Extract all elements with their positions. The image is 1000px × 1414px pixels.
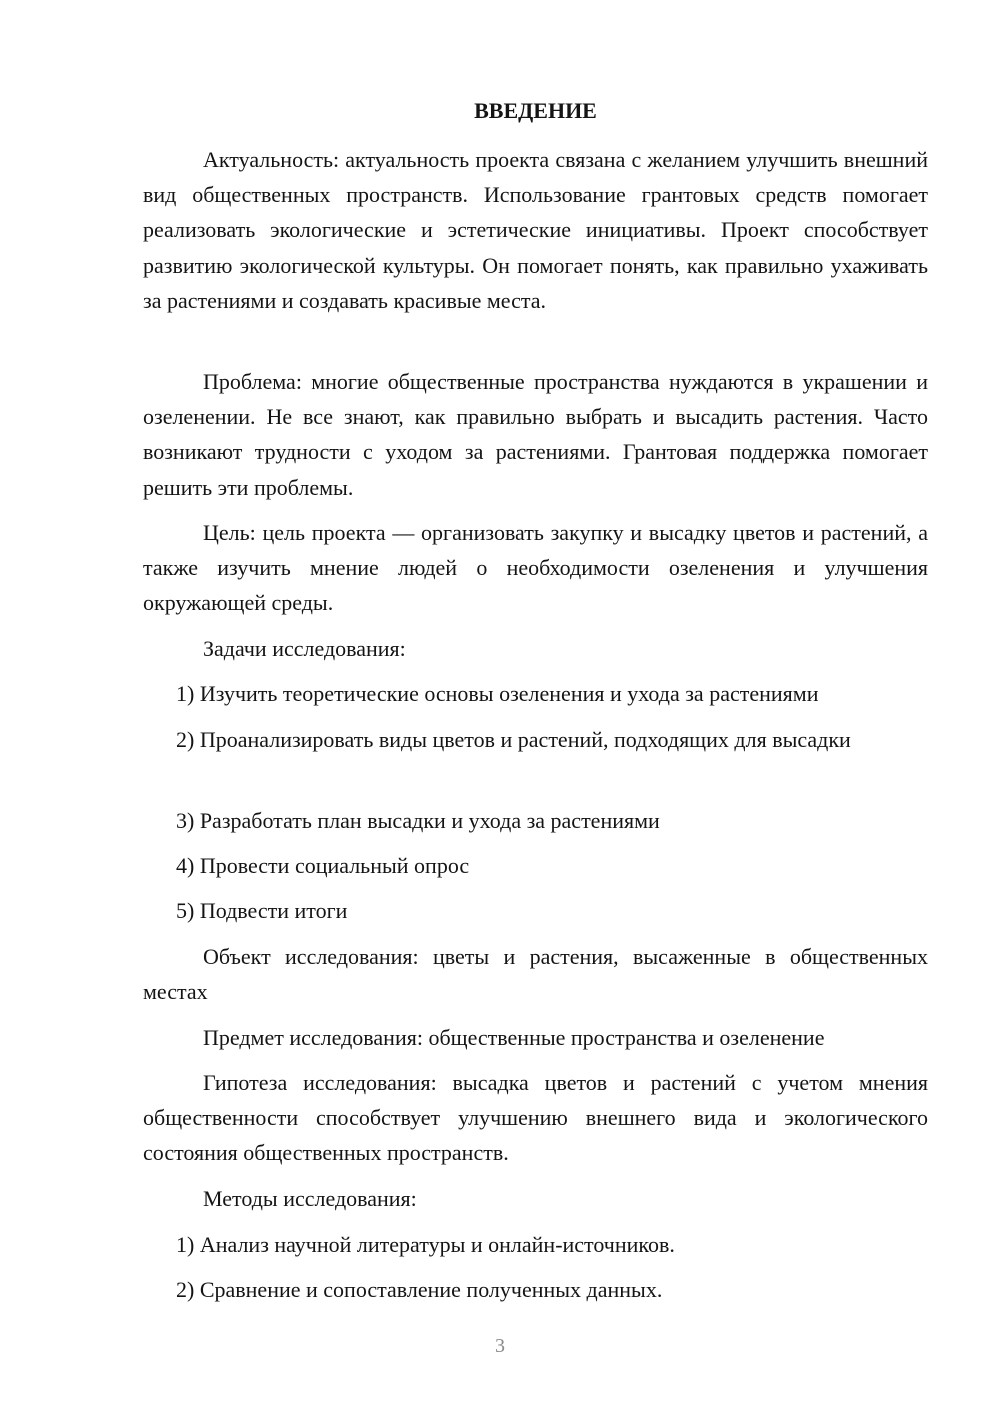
subject-paragraph: Предмет исследования: общественные пространства и озеленение <box>203 1025 825 1050</box>
task-item: 5) Подвести итоги <box>176 898 348 923</box>
relevance-paragraph: Актуальность: актуальность проекта связана с желанием улучшить внешний вид общественных пространств. Использование грантовых средств помогает реализовать экологические и эстетические инициативы. Проект способствует развитию экологической культуры. Он помогает понять, как правильно ухаживать за растениями и создавать красивые места. <box>143 147 928 313</box>
task-item: 3) Разработать план высадки и ухода за растениями <box>176 808 660 833</box>
method-item: 2) Сравнение и сопоставление полученных данных. <box>176 1277 663 1302</box>
methods-title: Методы исследования: <box>203 1186 417 1211</box>
task-item: 2) Проанализировать виды цветов и растений, подходящих для высадки <box>176 727 851 752</box>
task-item: 4) Провести социальный опрос <box>176 853 470 878</box>
page-title: ВВЕДЕНИЕ <box>474 98 597 123</box>
tasks-title: Задачи исследования: <box>203 636 406 661</box>
task-item: 1) Изучить теоретические основы озеленения и ухода за растениями <box>176 681 819 706</box>
page-number: 3 <box>495 1335 505 1357</box>
method-item: 1) Анализ научной литературы и онлайн-источников. <box>176 1232 675 1257</box>
problem-paragraph: Проблема: многие общественные пространства нуждаются в украшении и озеленении. Не все знают, как правильно выбрать и высадить растения. Часто возникают трудности с уходом за растениями. Грантовая поддержка помогает решить эти проблемы. <box>143 369 928 500</box>
goal-paragraph: Цель: цель проекта — организовать закупку и высадку цветов и растений, а также изучить мнение людей о необходимости озеленения и улучшения окружающей среды. <box>143 520 928 616</box>
object-paragraph: Объект исследования: цветы и растения, высаженные в общественных местах <box>143 944 928 1005</box>
hypothesis-paragraph: Гипотеза исследования: высадка цветов и растений с учетом мнения общественности способствует улучшению внешнего вида и экологического состояния общественных пространств. <box>143 1070 928 1166</box>
